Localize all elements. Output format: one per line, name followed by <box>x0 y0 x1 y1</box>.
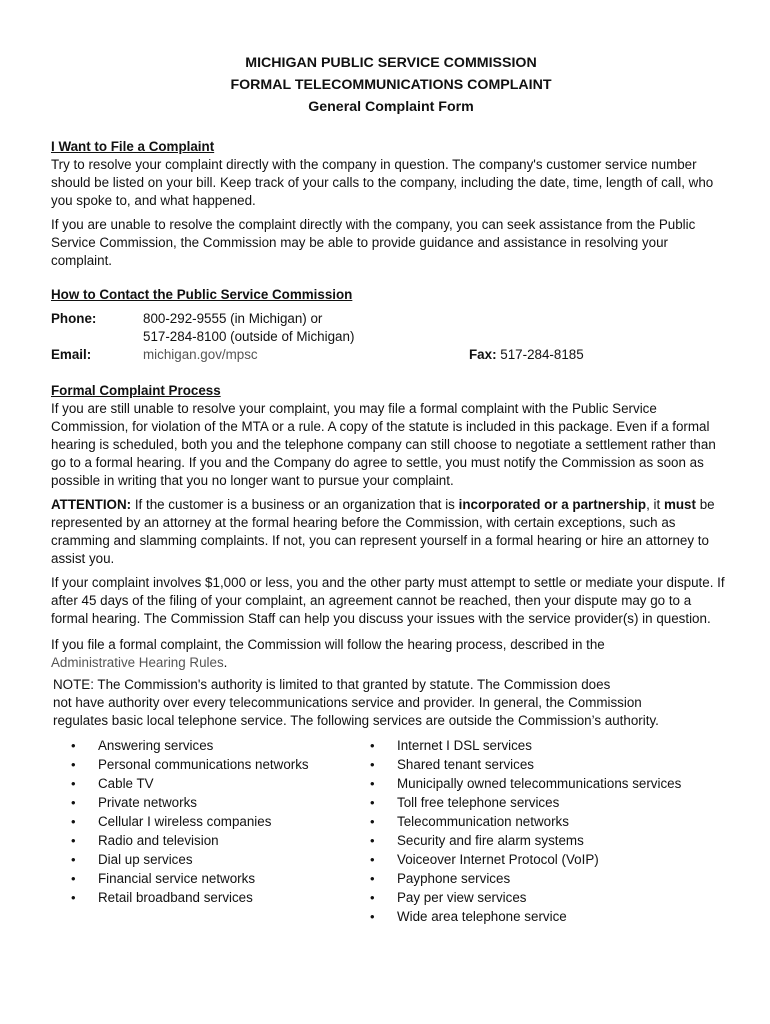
attention-bold-incorporated: incorporated or a partnership <box>458 497 647 512</box>
list-item: • Cable TV <box>71 774 309 793</box>
paragraph-hearing-process <box>51 636 731 672</box>
paragraph-seek-assistance: If you are unable to resolve the complaint directly with the company, you can seek assistance from the Public Service Commission, the Commission may be able to provide guidance and assistance in resolving your complaint. <box>51 217 696 268</box>
list-item: • Personal communications networks <box>71 755 309 774</box>
list-item: • Shared tenant services <box>370 755 681 774</box>
services-list-left <box>71 736 309 907</box>
paragraph-formal-complaint: If you are still unable to resolve your complaint, you may file a formal complaint with the Public Service Commission, for violation of the MTA or a rule. A copy of the statute is included in this package. Even if a formal hearing is scheduled, both you and the telephone company can still choose to negotiate a settlement rather than go to a formal hearing. If you and the Company do agree to settle, you must notify the Commission as soon as possible in writing that you no longer want to pursue your complaint. <box>51 401 716 488</box>
document-page <box>51 52 731 926</box>
hearing-process-period: . <box>223 655 228 670</box>
section-file-complaint <box>51 138 731 270</box>
list-item: • Retail broadband services <box>71 888 309 907</box>
title-commission: MICHIGAN PUBLIC SERVICE COMMISSION <box>245 55 537 71</box>
note-line-1: NOTE: The Commission's authority is limited to that granted by statute. The Commission does <box>53 677 611 692</box>
section-formal-process <box>51 382 731 672</box>
email-label: Email: <box>51 347 92 362</box>
attention-label: ATTENTION: <box>51 497 132 512</box>
list-item: • Security and fire alarm systems <box>370 831 681 850</box>
fax-info <box>469 346 584 364</box>
list-item: • Payphone services <box>370 869 681 888</box>
list-item: • Wide area telephone service <box>370 907 681 926</box>
note-line-3: regulates basic local telephone service. The following services are outside the Commission’s authority. <box>53 713 659 728</box>
list-item: • Municipally owned telecommunications services <box>370 774 681 793</box>
phone-number-outside: 517-284-8100 (outside of Michigan) <box>143 329 355 344</box>
heading-formal-process: Formal Complaint Process <box>51 383 221 398</box>
list-item: • Private networks <box>71 793 309 812</box>
title-complaint-type: FORMAL TELECOMMUNICATIONS COMPLAINT <box>230 77 552 93</box>
list-item: • Toll free telephone services <box>370 793 681 812</box>
email-link[interactable]: michigan.gov/mpsc <box>143 347 258 362</box>
list-item: • Financial service networks <box>71 869 309 888</box>
phone-label: Phone: <box>51 311 97 326</box>
list-item: • Radio and television <box>71 831 309 850</box>
section-contact <box>51 286 731 370</box>
list-item: • Dial up services <box>71 850 309 869</box>
list-item: • Telecommunication networks <box>370 812 681 831</box>
document-title-block <box>51 52 731 118</box>
attention-text-1: If the customer is a business or an organization that is <box>131 497 459 512</box>
title-form-name: General Complaint Form <box>308 99 474 115</box>
fax-label: Fax: <box>469 347 497 362</box>
list-item: • Answering services <box>71 736 309 755</box>
administrative-hearing-rules-link[interactable]: Administrative Hearing Rules <box>51 655 224 670</box>
services-columns <box>51 736 731 926</box>
attention-bold-must: must <box>663 497 696 512</box>
phone-number-michigan: 800-292-9555 (in Michigan) or <box>143 311 323 326</box>
hearing-process-text: If you file a formal complaint, the Commission will follow the hearing process, described in the <box>51 637 605 652</box>
contact-details <box>51 310 731 370</box>
fax-number: 517-284-8185 <box>500 347 584 362</box>
note-line-2: not have authority over every telecommunications service and provider. In general, the Commission <box>53 695 642 710</box>
heading-file-complaint: I Want to File a Complaint <box>51 139 215 154</box>
note-block <box>53 676 731 730</box>
attention-text-2: , it <box>646 497 664 512</box>
attention-text-3: be represented by an attorney at the formal hearing before the Commission, with certain exceptions, such as cramming and slamming complaints. If not, you can represent yourself in a formal hearing or hire an attorney to assist you. <box>51 497 715 566</box>
paragraph-attention <box>51 496 731 568</box>
services-list-right <box>370 736 681 926</box>
list-item: • Cellular I wireless companies <box>71 812 309 831</box>
paragraph-settle-mediate: If your complaint involves $1,000 or less, you and the other party must attempt to settle or mediate your dispute. If after 45 days of the filing of your complaint, an agreement cannot be reached, then your dispute may go to a formal hearing. The Commission Staff can help you discuss your issues with the service provider(s) in question. <box>51 575 725 626</box>
list-item: • Internet I DSL services <box>370 736 681 755</box>
list-item: • Pay per view services <box>370 888 681 907</box>
heading-contact: How to Contact the Public Service Commission <box>51 287 353 302</box>
list-item: • Voiceover Internet Protocol (VoIP) <box>370 850 681 869</box>
paragraph-resolve-directly: Try to resolve your complaint directly with the company in question. The company's customer service number should be listed on your bill. Keep track of your calls to the company, including the date, time, length of call, who you spoke to, and what happened. <box>51 157 714 208</box>
